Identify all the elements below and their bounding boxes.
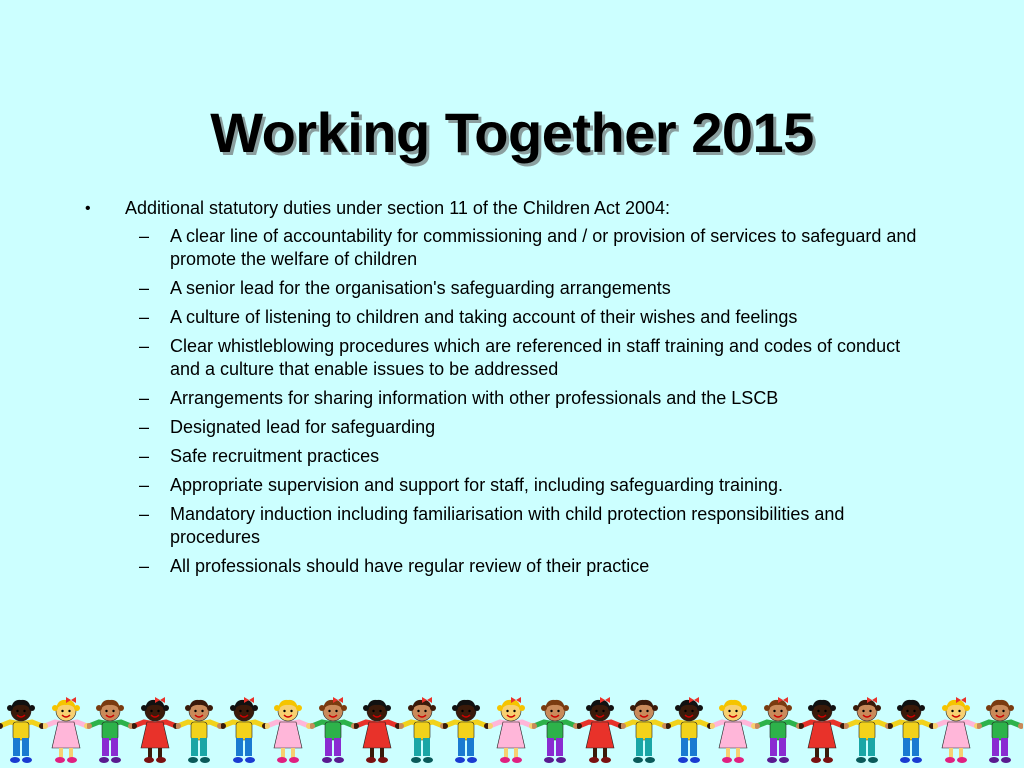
dash-marker: – [139,336,150,356]
children-holding-hands-icon [621,696,667,768]
children-holding-hands-icon [799,696,845,768]
intro-bullet [0,197,1024,220]
duties-list [0,225,1024,578]
children-holding-hands-icon [844,696,890,768]
duty-item [0,503,1024,549]
children-border [0,696,1024,768]
children-holding-hands-icon [933,696,979,768]
duty-item [0,277,1024,300]
duty-item [0,416,1024,439]
duty-item [0,387,1024,410]
children-holding-hands-icon [265,696,311,768]
duty-item [0,225,1024,271]
dash-marker: – [139,504,150,524]
duty-text: Clear whistleblowing procedures which are referenced in staff training and codes of conduct and a culture that enable issues to be addressed [170,336,901,379]
slide-title: Working Together 2015 [210,101,814,164]
children-holding-hands-icon [221,696,267,768]
duty-text: Designated lead for safeguarding [170,417,436,437]
children-holding-hands-icon [87,696,133,768]
children-holding-hands-icon [132,696,178,768]
children-holding-hands-icon [888,696,934,768]
dash-marker: – [139,556,150,576]
children-holding-hands-icon [43,696,89,768]
duty-item [0,335,1024,381]
children-holding-hands-icon [176,696,222,768]
duty-text: Arrangements for sharing information with other professionals and the LSCB [170,388,779,408]
slide-body [0,197,1024,584]
duty-text: A culture of listening to children and taking account of their wishes and feelings [170,307,798,327]
duty-text: A clear line of accountability for commissioning and / or provision of services to safeguard and promote the welfare of children [170,226,917,269]
dash-marker: – [139,417,150,437]
children-holding-hands-icon [710,696,756,768]
duty-item [0,306,1024,329]
duty-text: Mandatory induction including familiarisation with child protection responsibilities and procedures [170,504,845,547]
children-holding-hands-icon [354,696,400,768]
duty-item [0,474,1024,497]
dash-marker: – [139,278,150,298]
duty-text: All professionals should have regular review of their practice [170,556,650,576]
bullet-marker: • [85,200,91,217]
duty-text: Appropriate supervision and support for staff, including safeguarding training. [170,475,784,495]
dash-marker: – [139,446,150,466]
children-holding-hands-icon [488,696,534,768]
duty-text: Safe recruitment practices [170,446,380,466]
children-holding-hands-icon [666,696,712,768]
duty-item [0,555,1024,578]
children-holding-hands-icon [977,696,1023,768]
duty-item [0,445,1024,468]
dash-marker: – [139,226,150,246]
children-holding-hands-icon [443,696,489,768]
dash-marker: – [139,475,150,495]
dash-marker: – [139,307,150,327]
children-holding-hands-icon [310,696,356,768]
children-holding-hands-icon [577,696,623,768]
dash-marker: – [139,388,150,408]
duty-text: A senior lead for the organisation's safeguarding arrangements [170,278,671,298]
children-holding-hands-icon [532,696,578,768]
children-holding-hands-icon [399,696,445,768]
children-holding-hands-icon [0,696,44,768]
intro-text: Additional statutory duties under section 11 of the Children Act 2004: [125,198,671,218]
children-holding-hands-icon [755,696,801,768]
